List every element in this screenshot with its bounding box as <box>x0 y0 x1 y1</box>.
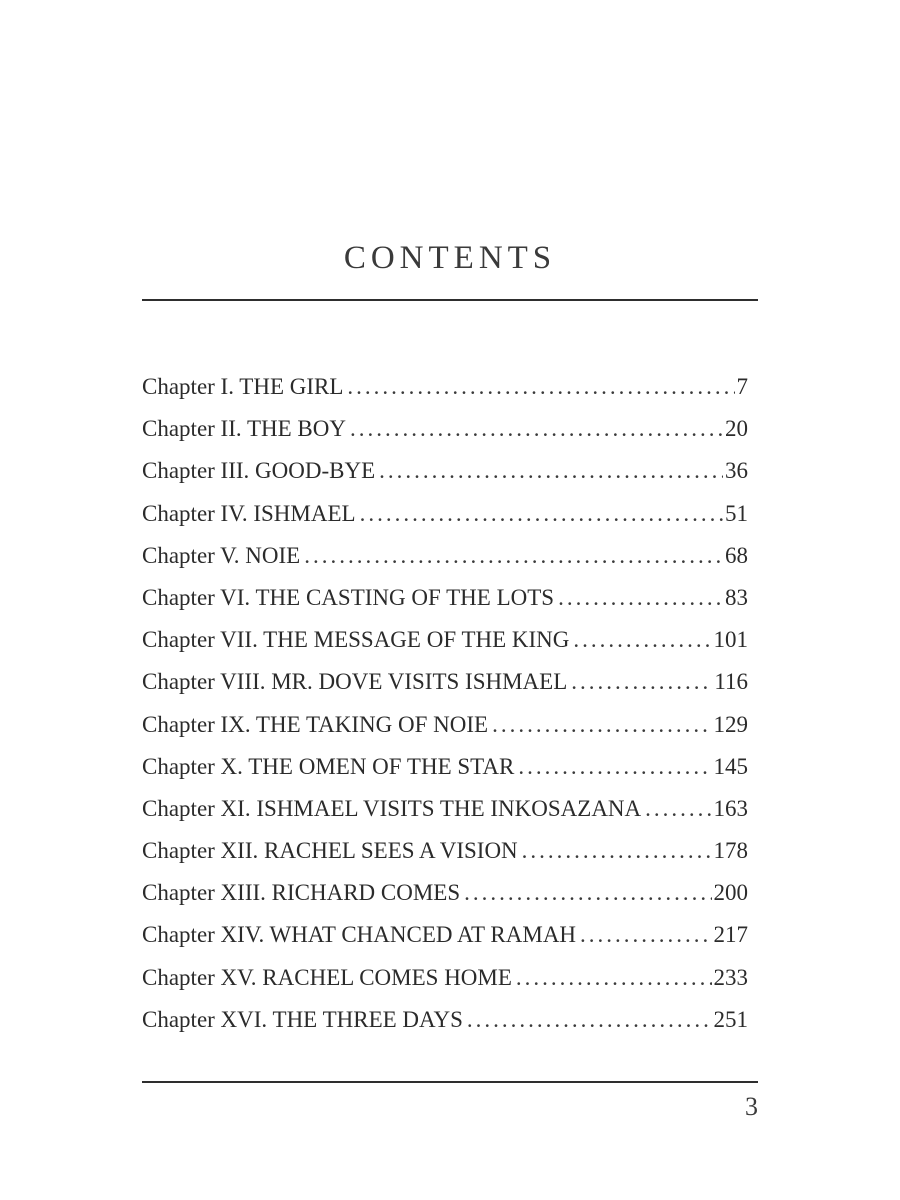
dot-leader <box>347 366 734 408</box>
top-divider <box>142 299 758 301</box>
dot-leader <box>492 704 711 746</box>
dot-leader <box>518 746 711 788</box>
dot-leader <box>571 661 712 703</box>
chapter-title: Chapter V. NOIE <box>142 542 301 568</box>
toc-entry[interactable] <box>142 746 748 788</box>
toc-entry[interactable] <box>142 661 748 703</box>
toc-entry[interactable] <box>142 704 748 746</box>
dot-leader <box>467 999 712 1041</box>
chapter-page-number: 129 <box>713 711 748 737</box>
toc-entry[interactable] <box>142 450 748 492</box>
chapter-title: Chapter III. GOOD-BYE <box>142 458 376 484</box>
dot-leader <box>464 872 711 914</box>
dot-leader <box>516 957 712 999</box>
toc-entry[interactable] <box>142 957 748 999</box>
chapter-page-number: 7 <box>736 374 748 399</box>
dot-leader <box>379 450 723 492</box>
chapter-page-number: 83 <box>725 584 748 610</box>
toc-entry[interactable] <box>142 493 748 535</box>
chapter-page-number: 101 <box>713 627 748 653</box>
chapter-title: Chapter II. THE BOY <box>142 416 346 442</box>
chapter-page-number: 68 <box>725 542 748 568</box>
chapter-page-number: 51 <box>725 500 748 526</box>
toc-entry[interactable] <box>142 619 748 661</box>
dot-leader <box>573 619 711 661</box>
dot-leader <box>304 535 723 577</box>
dot-leader <box>645 788 711 830</box>
chapter-title: Chapter XV. RACHEL COMES HOME <box>142 964 512 990</box>
dot-leader <box>558 577 723 619</box>
toc-entry[interactable] <box>142 830 748 872</box>
toc-entry[interactable] <box>142 788 748 830</box>
dot-leader <box>580 914 711 956</box>
chapter-title: Chapter IV. ISHMAEL <box>142 500 356 526</box>
dot-leader <box>522 830 712 872</box>
chapter-title: Chapter IX. THE TAKING OF NOIE <box>142 711 489 737</box>
chapter-page-number: 20 <box>725 416 748 442</box>
chapter-title: Chapter XIII. RICHARD COMES <box>142 880 461 906</box>
toc-entry[interactable] <box>142 999 748 1041</box>
bottom-divider <box>142 1081 758 1083</box>
toc-entry[interactable] <box>142 408 748 450</box>
dot-leader <box>360 493 723 535</box>
dot-leader <box>350 408 723 450</box>
page-number: 3 <box>745 1092 758 1121</box>
toc-entry[interactable] <box>142 535 748 577</box>
chapter-title: Chapter X. THE OMEN OF THE STAR <box>142 753 515 779</box>
chapter-title: Chapter VIII. MR. DOVE VISITS ISHMAEL <box>142 669 568 695</box>
chapter-page-number: 36 <box>725 458 748 484</box>
table-of-contents <box>142 366 748 1041</box>
chapter-page-number: 178 <box>713 838 748 864</box>
chapter-title: Chapter VI. THE CASTING OF THE LOTS <box>142 584 555 610</box>
toc-entry[interactable] <box>142 366 748 408</box>
chapter-page-number: 233 <box>713 964 748 990</box>
chapter-page-number: 200 <box>713 880 748 906</box>
chapter-title: Chapter I. THE GIRL <box>142 374 344 399</box>
chapter-page-number: 251 <box>713 1006 748 1032</box>
chapter-page-number: 145 <box>713 753 748 779</box>
chapter-page-number: 217 <box>713 922 748 948</box>
chapter-page-number: 116 <box>714 669 748 695</box>
chapter-title: Chapter XVI. THE THREE DAYS <box>142 1006 463 1032</box>
chapter-title: Chapter XIV. WHAT CHANCED AT RAMAH <box>142 922 577 948</box>
toc-entry[interactable] <box>142 577 748 619</box>
toc-entry[interactable] <box>142 872 748 914</box>
toc-entry[interactable] <box>142 914 748 956</box>
chapter-title: Chapter XI. ISHMAEL VISITS THE INKOSAZANA <box>142 795 642 821</box>
chapter-title: Chapter XII. RACHEL SEES A VISION <box>142 838 518 864</box>
page-title: CONTENTS <box>343 240 557 276</box>
chapter-title: Chapter VII. THE MESSAGE OF THE KING <box>142 627 570 653</box>
chapter-page-number: 163 <box>713 795 748 821</box>
